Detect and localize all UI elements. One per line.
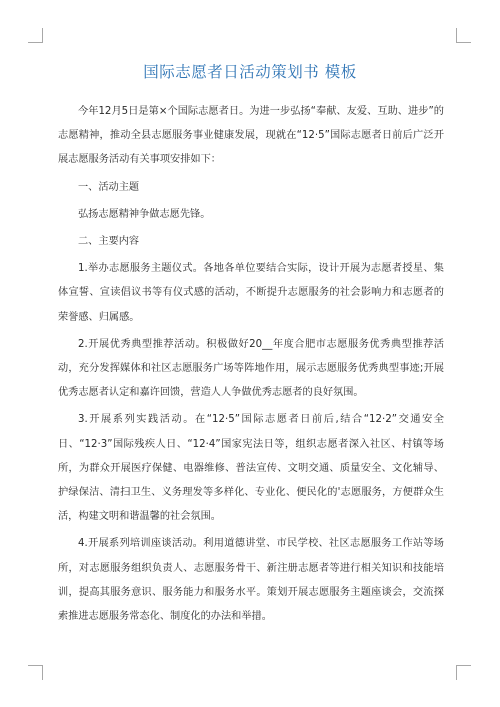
- content-item-2: 2.开展优秀典型推荐活动。积极做好20__年度合肥市志愿服务优秀典型推荐活动，充分发挥媒体和社区志愿服务广场等阵地作用，展示志愿服务优秀典型事迹;开展优秀志愿者认定和嘉许回馈，营造人人争做优秀志愿者的良好氛围。: [58, 338, 444, 399]
- crop-mark-bottom-left: [28, 665, 43, 680]
- content-item-3: 3.开展系列实践活动。在“12·5”国际志愿者日前后,结合“12·2”交通安全日、“12·3”国际残疾人日、“12·4”国家宪法日等，组织志愿者深入社区、村镇等场所，为群众开展医疗保健、电器维修、普法宣传、文明交通、质量安全、文化辅导、护绿保洁、清扫卫生、义务理发等多样化、专业化、便民化的'志愿服务，方便群众生活，构建文明和谐温馨的社会氛围。: [58, 414, 444, 523]
- document-body: [58, 100, 444, 629]
- crop-mark-bottom-right: [456, 665, 471, 680]
- crop-mark-top-left: [28, 28, 43, 43]
- section-heading-content: 二、主要内容: [78, 236, 140, 248]
- intro-paragraph: 今年12月5日是第×个国际志愿者日。为进一步弘扬“奉献、友爱、互助、进步”的志愿精神，推动全县志愿服务事业健康发展，现就在“12·5”国际志愿者日前后广泛开展志愿服务活动有关事项安排如下：: [58, 106, 444, 166]
- content-item-1: 1.举办志愿服务主题仪式。各地各单位要结合实际，设计开展为志愿者授星、集体宣誓、宣读倡议书等有仪式感的活动，不断提升志愿服务的社会影响力和志愿者的荣誉感、归属感。: [58, 263, 444, 323]
- content-item-4: 4.开展系列培训座谈活动。利用道德讲堂、市民学校、社区志愿服务工作站等场所，对志愿服务组织负责人、志愿服务骨干、新注册志愿者等进行相关知识和技能培训，提高其服务意识、服务能力和服务水平。策划开展志愿服务主题座谈会，交流探索推进志愿服务常态化、制度化的办法和举措。: [58, 538, 444, 623]
- theme-text: 弘扬志愿精神争做志愿先锋。: [78, 208, 211, 220]
- crop-mark-top-right: [456, 28, 471, 43]
- section-heading-theme: 一、活动主题: [78, 181, 140, 193]
- document-title: 国际志愿者日活动策划书 模板: [143, 63, 357, 81]
